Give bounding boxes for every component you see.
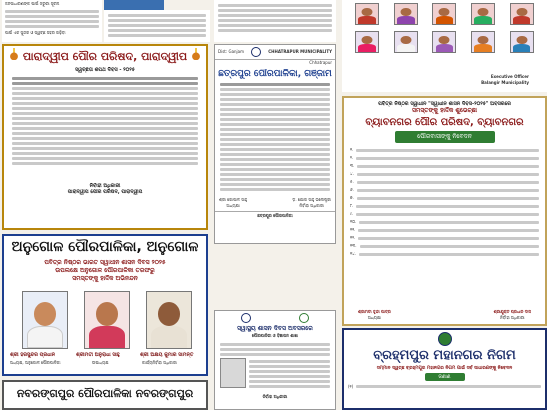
list-item-number: ୧୪. bbox=[350, 251, 356, 256]
chhatrapur-role-right: ନିର୍ବାହୀ ଅଧିକାରୀ bbox=[299, 203, 324, 208]
anugul-line2: ଉପଲକ୍ଷେ ଅନୁଗୋଳ ପୌରପାଳିକା ତରଫରୁ bbox=[55, 267, 155, 274]
balangir-photo-row-2 bbox=[342, 28, 547, 56]
chhatrapur-sign-right: ଡ଼. ଯୋଗ ସାହୁ ଭଲେଷ୍ଟ୍ରୀ bbox=[292, 197, 331, 202]
byabanagar-list-item bbox=[350, 226, 539, 234]
list-item-number: ୧. bbox=[350, 147, 354, 152]
anugul-photo-3 bbox=[146, 291, 192, 349]
notice-note: ପାଇଁ ଏକ ସୁନ୍ଦର ଓ ସ୍ୱଚ୍ଛ ସହର ଗଢ଼ିବା bbox=[5, 30, 66, 35]
paradip-org: ପାରାଦ୍ୱୀପ ପୌର ପରିଷଦ, ପାରାଦ୍ୱୀପ bbox=[67, 189, 143, 195]
chhatrapur-role-left: ଅଧ୍ୟକ୍ଷା bbox=[226, 203, 240, 208]
list-item-number: ୯. bbox=[350, 211, 354, 216]
byabanagar-list-item bbox=[350, 146, 539, 154]
paradip-body bbox=[4, 73, 206, 169]
health-ad-photo bbox=[220, 358, 246, 388]
list-item-number: ୭. bbox=[350, 195, 354, 200]
chhatrapur-header-right: Chhatrapur bbox=[309, 60, 332, 65]
top-mid-photo-strip bbox=[104, 0, 164, 10]
byabanagar-banner bbox=[395, 131, 495, 143]
byabanagar-header2: ସମସ୍ତଙ୍କୁ ହାର୍ଦ୍ଦିକ ଶୁଭେଚ୍ଛା bbox=[412, 107, 477, 114]
anugul-photo-1 bbox=[22, 291, 68, 349]
byabanagar-list-item bbox=[350, 218, 539, 226]
byabanagar-list-item bbox=[350, 210, 539, 218]
byabanagar-list-item bbox=[350, 186, 539, 194]
nabarangpur-municipality-ad bbox=[2, 380, 208, 410]
list-item-number: ୩. bbox=[350, 163, 355, 168]
anugul-municipality-ad bbox=[2, 234, 208, 376]
councillor-photo bbox=[355, 31, 379, 53]
emblem-icon bbox=[241, 313, 251, 323]
list-item-number: ୧୨. bbox=[350, 235, 356, 240]
odisha-emblem-icon bbox=[251, 47, 261, 57]
berhampur-municipal-corporation-ad bbox=[342, 328, 547, 410]
byabanagar-list-item bbox=[350, 194, 539, 202]
bemc-logo-icon bbox=[438, 332, 452, 346]
berhampur-banner-text: ଜଣାଣ bbox=[438, 374, 451, 380]
list-item-number: ୧୦. bbox=[350, 219, 357, 224]
chhatrapur-municipality-ad bbox=[214, 44, 336, 244]
councillor-photo bbox=[471, 3, 495, 25]
byabanagar-title: ବ୍ୟାବନଗର ପୌର ପରିଷଦ, ବ୍ୟାବନଗର bbox=[365, 117, 524, 128]
anugul-person3-name: ଶ୍ରୀ ଅକ୍ଷୟ କୁମାର ସାମନ୍ତ bbox=[140, 352, 194, 358]
anugul-person1-role: ଅଧ୍ୟକ୍ଷ, ଅନୁଗୋଳ ପୌରପାଳିକା bbox=[10, 360, 61, 365]
health-ad-title: ସ୍ୱାସ୍ଥ୍ୟ ଶାସନ ଦିବସ ଅବସରରେ bbox=[237, 325, 313, 332]
byabanagar-list-item bbox=[350, 250, 539, 258]
anugul-photo-2 bbox=[84, 291, 130, 349]
byabanagar-header: ପବିତ୍ର ନିଷ୍ଠର ସ୍ୱାଧୀନ "ସ୍ୱାଧୀନ ଶାସନ ଦିବସ-୨୦୨୫" ଅବସରରେ bbox=[378, 101, 511, 107]
byabanagar-sign-right: ଶ୍ରୀଯୁକ୍ତ ପ୍ରଧାନ ଦାସ bbox=[493, 309, 531, 314]
councillor-photo bbox=[355, 3, 379, 25]
councillor-photo bbox=[394, 31, 418, 53]
byabanagar-banner-text: ପୌରବାସୀଙ୍କୁ ନିବେଦନ bbox=[417, 133, 472, 140]
notice-text: ଜନସାଧାରଣଙ୍କ ପାଇଁ ଜରୁରୀ ସୂଚନା bbox=[5, 1, 60, 6]
councillor-photo bbox=[432, 3, 456, 25]
anugul-person2-name: ଶ୍ରୀମତୀ ଅନୁରାଧା ସାହୁ bbox=[76, 352, 120, 358]
paradip-municipality-ad bbox=[2, 44, 208, 230]
byabanagar-list-item bbox=[350, 170, 539, 178]
byabanagar-list-item bbox=[350, 178, 539, 186]
chhatrapur-header-left: Dist: Ganjam bbox=[218, 49, 245, 54]
list-item-number: ୫. bbox=[350, 179, 354, 184]
top-center-notice bbox=[214, 0, 336, 42]
berhampur-item bbox=[344, 383, 545, 390]
paradip-title: ପାରାଦ୍ୱୀପ ପୌର ପରିଷଦ, ପାରାଦ୍ୱୀପ bbox=[22, 50, 188, 63]
anugul-person1-name: ଶ୍ରୀ ହରସୁନ୍ଦର ପ୍ରଧାନ bbox=[10, 352, 56, 358]
berhampur-subtitle: ସମ୍ମାନ ସ୍ୱଚ୍ଛ ବ୍ରହ୍ମପୁର ମହାନଗର ନିଗମ ପାଇଁ ସର୍ବ ସାଧାରଣଙ୍କୁ ନିବେଦନ bbox=[376, 366, 513, 371]
berhampur-banner bbox=[425, 373, 465, 381]
anugul-person3-role: କାର୍ଯ୍ୟନିର୍ବାହୀ ଅଧିକାରୀ bbox=[142, 360, 177, 365]
balangir-photo-row-1 bbox=[342, 0, 547, 28]
diya-right-icon bbox=[190, 48, 202, 60]
nabarangpur-title: ନବରଙ୍ଗପୁର ପୌରପାଳିକା ନବରଙ୍ଗପୁର bbox=[16, 387, 194, 400]
health-governance-ad bbox=[214, 310, 336, 410]
berhampur-title: ବ୍ରହ୍ମପୁର ମହାନଗର ନିଗମ bbox=[373, 348, 516, 363]
list-item-number: ୧୧. bbox=[350, 227, 356, 232]
paradip-officer: ନିର୍ବାହୀ ଅଧିକାରୀ bbox=[89, 183, 121, 189]
top-mid-notice bbox=[104, 10, 210, 42]
paradip-subtitle: ସ୍ୱଚ୍ଛତା ଶପଥ ଦିବସ - ୨୦୨୫ bbox=[75, 67, 135, 73]
health-ad-body bbox=[215, 339, 335, 392]
logo-icon bbox=[299, 313, 309, 323]
chhatrapur-footer: ଛତ୍ରପୁର ପୌରପାଳିକା bbox=[215, 211, 335, 219]
balangir-org: Balangir Municipality bbox=[481, 80, 529, 85]
byabanagar-role-left: ଅଧ୍ୟକ୍ଷା bbox=[367, 315, 382, 320]
health-ad-footer: ନିର୍ବାହୀ ଅଧିକାରୀ bbox=[262, 394, 288, 399]
byabanagar-list-item bbox=[350, 154, 539, 162]
byabanagar-signatures bbox=[344, 309, 545, 321]
chhatrapur-header bbox=[215, 45, 335, 60]
berhampur-item-number: (୧) bbox=[348, 383, 354, 389]
byabanagar-list-item bbox=[350, 162, 539, 170]
chhatrapur-header-center: CHHATRAPUR MUNICIPALITY bbox=[268, 49, 332, 54]
councillor-photo bbox=[471, 31, 495, 53]
list-item-number: ୨. bbox=[350, 155, 354, 160]
byabanagar-sign-left: ଶ୍ରୀମତୀ ବୃନ୍ଦା ପାତ୍ର bbox=[358, 309, 391, 314]
balangir-municipality-ad bbox=[342, 0, 547, 92]
byabanagar-role-right: ନିର୍ବାହୀ ଅଧିକାରୀ bbox=[500, 315, 525, 320]
byabanagar-list-item bbox=[350, 234, 539, 242]
list-item-number: ୪. bbox=[350, 171, 354, 176]
chhatrapur-signatures bbox=[215, 195, 335, 211]
councillor-photo bbox=[510, 3, 534, 25]
byabanagar-list-item bbox=[350, 202, 539, 210]
chhatrapur-body bbox=[215, 79, 335, 195]
byabanagar-list-item bbox=[350, 242, 539, 250]
anugul-line1: ପବିତ୍ର ନିଷ୍ଠର ଭାରତ ସ୍ୱାଧୀନ ଶାସନ ଦିବସ ୨୦୨୫ bbox=[44, 259, 166, 266]
chhatrapur-sign-left: ଶ୍ରୀ ଗୋପାଳ ସାହୁ bbox=[219, 197, 248, 202]
anugul-person2-role: ଉପାଧ୍ୟକ୍ଷ bbox=[92, 360, 109, 365]
anugul-line3: ସମସ୍ତଙ୍କୁ ହାର୍ଦ୍ଦିକ ଅଭିନନ୍ଦନ bbox=[72, 275, 138, 282]
health-ad-subtitle: ପୌରପାଳିକା ଓ ବିଜ୍ଞାପନ ଶାଖା bbox=[251, 333, 299, 338]
list-item-number: ୮. bbox=[350, 203, 354, 208]
byabanagar-municipality-ad bbox=[342, 96, 547, 326]
top-left-notice bbox=[2, 0, 102, 42]
councillor-photo bbox=[510, 31, 534, 53]
diya-left-icon bbox=[8, 48, 20, 60]
list-item-number: ୧୩. bbox=[350, 243, 357, 248]
health-ad-logos bbox=[215, 311, 335, 325]
byabanagar-list bbox=[344, 146, 545, 258]
chhatrapur-title: ଛତ୍ରପୁର ପୌରପାଳିକା, ଗଞ୍ଜାମ bbox=[218, 69, 332, 79]
balangir-officer: Executive Officer bbox=[490, 74, 529, 79]
councillor-photo bbox=[432, 31, 456, 53]
anugul-title: ଅନୁଗୋଳ ପୌରପାଳିକା, ଅନୁଗୋଳ bbox=[11, 239, 199, 255]
councillor-photo bbox=[394, 3, 418, 25]
list-item-number: ୬. bbox=[350, 187, 354, 192]
